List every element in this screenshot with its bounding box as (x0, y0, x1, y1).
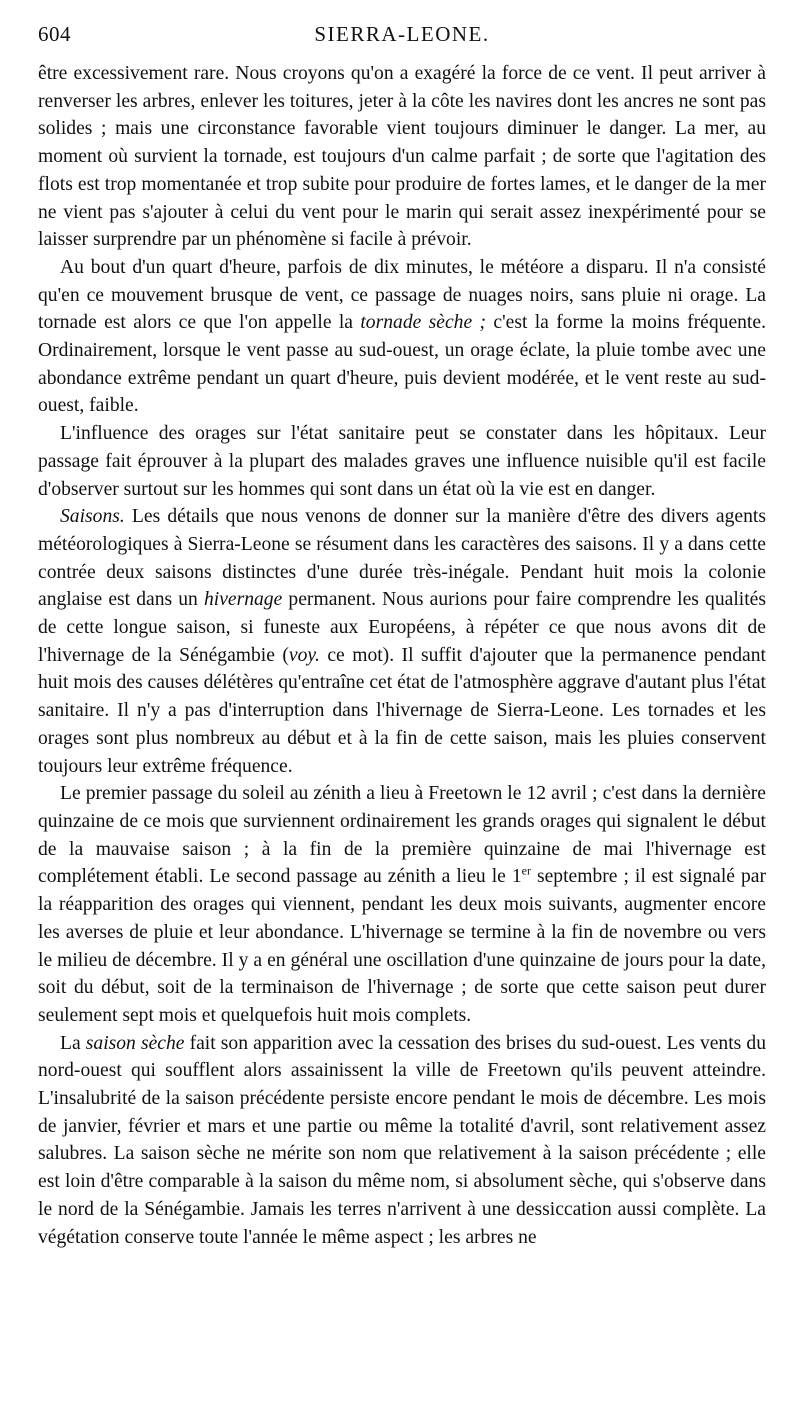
italic-text: voy. (288, 644, 320, 666)
paragraph (38, 60, 766, 254)
paragraph (38, 780, 766, 1029)
running-title: SIERRA-LEONE. (314, 22, 490, 46)
italic-text: tornade sèche ; (360, 312, 487, 334)
paragraph-text: Au bout d'un quart d'heure, parfois de dix minutes, le météore a disparu. Il n'a consisté qu'en ce mouvement brusque de vent, ce passage de nuages noirs, sans pluie ni orage. La tornade est alors ce que l'on appelle la (38, 256, 766, 334)
paragraph-text: fait son apparition avec la cessation des brises du sud-ouest. Les vents du nord-ouest qui soufflent alors assainissent la ville de Freetown qu'ils peuvent atteindre. L'insalubrité de la saison précédente persiste encore pendant le mois de décembre. Les mois de janvier, février et mars et une partie ou même la totalité d'avril, sont relativement assez salubres. La saison sèche ne mérite son nom que relativement à la saison précédente ; elle est loin d'être comparable à la saison du même nom, si absolument sèche, qui s'observe dans le nord de la Sénégambie. Jamais les terres n'arrivent à une dessiccation aussi complète. La végétation conserve toute l'année le même aspect ; les arbres ne (38, 1032, 766, 1248)
page-number: 604 (38, 22, 71, 46)
superscript-text: er (521, 863, 531, 878)
paragraph (38, 254, 766, 420)
paragraph-text: septembre ; il est signalé par la réapparition des orages qui viennent, pendant les deux mois suivants, augmenter encore les averses de pluie et leur abondance. L'hivernage se termine à la fin de novembre ou vers le milieu de décembre. Il y a en général une oscillation d'une quinzaine de jours pour la date, soit du début, soit de la terminaison de l'hivernage ; de sorte que cette saison peut durer seulement sept mois et quelquefois huit mois complets. (38, 866, 766, 1026)
paragraph (38, 1030, 766, 1252)
page-header (38, 22, 766, 60)
paragraph (38, 420, 766, 503)
paragraph-text: L'influence des orages sur l'état sanitaire peut se constater dans les hôpitaux. Leur passage fait éprouver à la plupart des malades graves une influence nuisible qu'il est facile d'observer surtout sur les hommes qui sont dans un état où la vie est en danger. (38, 423, 766, 500)
italic-text: hivernage (203, 589, 283, 611)
paragraph-text: être excessivement rare. Nous croyons qu'on a exagéré la force de ce vent. Il peut arriver à renverser les arbres, enlever les toitures, jeter à la côte les navires dont les ancres ne sont pas solides ; mais une circonstance favorable vient toujours diminuer le danger. La mer, au moment où survient la tornade, est toujours d'un calme parfait ; de sorte que l'agitation des flots est trop momentanée et trop subite pour produire de fortes lames, et le danger de la mer ne vient pas s'ajouter à celui du vent pour le marin qui serait assez inexpérimenté pour se laisser surprendre par un phénomène si facile à prévoir. (38, 63, 766, 251)
body-text (38, 60, 766, 1251)
paragraph-text: La (60, 1032, 86, 1054)
italic-text: saison sèche (85, 1032, 185, 1054)
paragraph-text: Les détails que nous venons de donner sur la manière d'être des divers agents météorologiques à Sierra-Leone se résument dans les caractères des saisons. Il y a dans cette contrée deux saisons distinctes d'une durée très-inégale. Pendant huit mois la colonie anglaise est dans un (38, 506, 766, 611)
paragraph-text: permanent. Nous aurions pour faire comprendre les qualités de cette longue saison, si funeste aux Européens, à répéter ce que nous avons dit de l'hivernage de la Sénégambie ( (38, 589, 766, 666)
paragraph-text: ce mot). Il suffit d'ajouter que la permanence pendant huit mois des causes délétères qu'entraîne cet état de l'atmosphère aggrave d'autant plus l'état sanitaire. Il n'y a pas d'interruption dans l'hivernage de Sierra-Leone. Les tornades et les orages sont plus nombreux au début et à la fin de cette saison, mais les pluies conservent toujours leur extrême fréquence. (38, 644, 766, 777)
paragraph-text: Le premier passage du soleil au zénith a lieu à Freetown le 12 avril ; c'est dans la dernière quinzaine de ce mois que surviennent ordinairement les grands orages qui signalent le début de la mauvaise saison ; à la fin de la première quinzaine de mai l'hivernage est complétement établi. Le second passage au zénith a lieu le 1 (38, 783, 766, 888)
paragraph (38, 503, 766, 780)
paragraph-text: c'est la forme la moins fréquente. Ordinairement, lorsque le vent passe au sud-ouest, un orage éclate, la pluie tombe avec une abondance extrême pendant un quart d'heure, puis devient modérée, et le vent reste au sud-ouest, faible. (38, 312, 766, 417)
italic-text: Saisons. (60, 506, 125, 528)
